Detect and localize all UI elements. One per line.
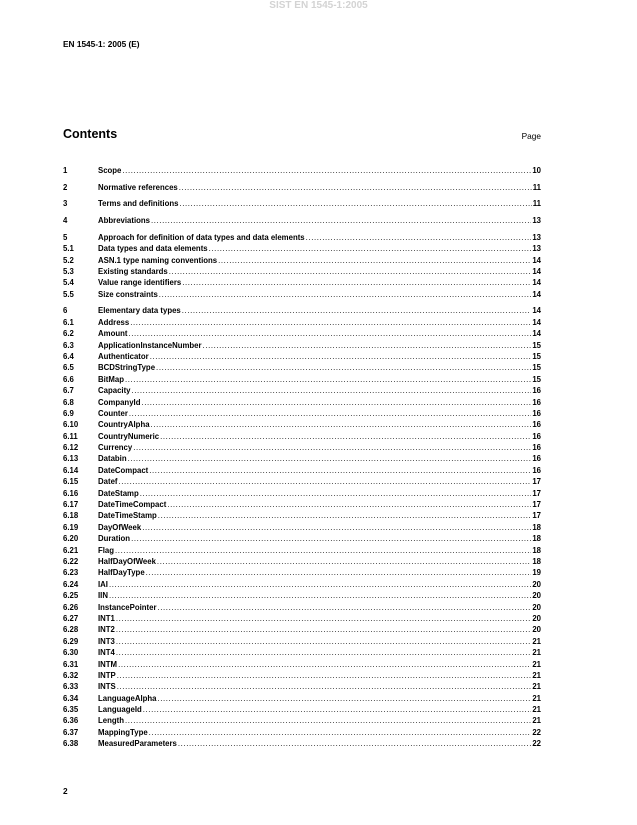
toc-entry[interactable] [63,408,541,419]
toc-entry-page: 18 [532,522,541,532]
toc-entry-page: 15 [532,374,541,384]
toc-dot-leader [129,408,531,419]
toc-entry[interactable] [63,715,541,726]
toc-entry-page: 21 [532,648,541,658]
toc-entry-number: 6.37 [63,727,79,737]
toc-dot-leader [151,215,531,226]
toc-entry-title: Scope [98,166,122,175]
toc-entry-page: 20 [532,613,541,623]
toc-entry[interactable] [63,704,541,715]
toc-entry-title: Amount [98,329,128,339]
toc-dot-leader [116,647,531,658]
toc-entry-title: CountryNumeric [98,431,160,441]
toc-entry[interactable] [63,659,541,670]
toc-entry-number: 6.4 [63,351,74,361]
toc-entry-title: CompanyId [98,397,141,407]
toc-entry-page: 21 [532,636,541,646]
toc-entry-number: 6.36 [63,716,79,726]
toc-dot-leader [149,465,531,476]
toc-entry-number: 6.38 [63,739,79,749]
toc-entry-number: 6.27 [63,613,79,623]
toc-dot-leader [141,397,531,408]
toc-entry-page: 21 [532,659,541,669]
toc-entry-number: 6.24 [63,579,79,589]
toc-entry[interactable] [63,476,541,487]
toc-entry-page: 15 [532,351,541,361]
toc-entry-number: 6.33 [63,682,79,692]
toc-dot-leader [128,453,532,464]
toc-dot-leader [157,693,531,704]
toc-entry-page: 15 [532,363,541,373]
toc-entry-page: 16 [532,443,541,453]
toc-entry-title: Terms and definitions [98,199,179,209]
toc-entry[interactable] [63,243,541,254]
toc-dot-leader [128,328,531,339]
toc-entry-title: Elementary data types [98,306,181,316]
toc-dot-leader [150,351,532,362]
toc-entry-title: Normative references [98,182,178,192]
toc-dot-leader [149,727,532,738]
toc-entry-number: 6.2 [63,329,74,339]
toc-dot-leader [132,385,532,396]
toc-dot-leader [142,522,531,533]
toc-entry-title: Existing standards [98,266,168,276]
toc-entry-number: 6.19 [63,522,79,532]
toc-entry-title: IAI [98,579,108,589]
toc-entry-page: 14 [532,278,541,288]
toc-entry[interactable] [63,613,541,624]
toc-entry-page: 17 [532,488,541,498]
toc-entry-page: 16 [532,465,541,475]
toc-dot-leader [146,567,532,578]
toc-entry-number: 6.1 [63,317,74,327]
toc-dot-leader [306,232,532,243]
toc-entry-title: Flag [98,545,115,555]
toc-entry-title: Capacity [98,386,131,396]
toc-entry-number: 6.7 [63,386,74,396]
toc-entry[interactable] [63,317,541,328]
toc-entry-page: 18 [532,556,541,566]
toc-entry-number: 6.28 [63,625,79,635]
toc-entry-number: 5.1 [63,244,74,254]
toc-entry-title: Authenticator [98,351,149,361]
contents-title: Contents [63,127,118,141]
toc-entry-page: 14 [532,255,541,265]
toc-dot-leader [131,533,531,544]
toc-entry-page: 16 [532,397,541,407]
toc-entry-page: 21 [532,705,541,715]
toc-entry-number: 6.5 [63,363,74,373]
toc-entry-number: 4 [63,216,68,226]
toc-entry[interactable] [63,602,541,613]
toc-dot-leader [109,579,531,590]
toc-entry-title: MeasuredParameters [98,739,177,749]
toc-entry-title: INTS [98,682,116,692]
toc-dot-leader [167,499,531,510]
toc-entry-page: 16 [532,431,541,441]
toc-dot-leader [118,659,531,670]
toc-dot-leader [117,670,532,681]
toc-entry-number: 6.29 [63,636,79,646]
toc-entry-page: 18 [532,545,541,555]
toc-entry-number: 6.17 [63,500,79,510]
toc-dot-leader [119,476,532,487]
toc-entry-number: 6.15 [63,477,79,487]
toc-entry-page: 13 [532,244,541,254]
toc-entry-page: 21 [532,682,541,692]
toc-entry[interactable] [63,328,541,339]
toc-entry[interactable] [63,419,541,430]
toc-dot-leader [156,362,531,373]
toc-entry[interactable] [63,567,541,578]
toc-entry[interactable] [63,533,541,544]
toc-entry-title: Counter [98,408,128,418]
toc-entry-title: HalfDayType [98,568,145,578]
toc-entry-title: INT4 [98,648,115,658]
toc-entry-title: Abbreviations [98,216,150,226]
toc-entry[interactable] [63,545,541,556]
toc-entry-number: 1 [63,166,68,175]
toc-entry-title: IIN [98,591,108,601]
toc-entry[interactable] [63,522,541,533]
toc-entry-number: 6.12 [63,443,79,453]
toc-entry[interactable] [63,198,541,209]
toc-entry-number: 6.23 [63,568,79,578]
toc-entry-title: DateStamp [98,488,139,498]
toc-entry[interactable] [63,670,541,681]
toc-entry-number: 6.6 [63,374,74,384]
toc-entry-title: ASN.1 type naming conventions [98,255,218,265]
toc-dot-leader [182,305,532,316]
toc-entry-number: 6.8 [63,397,74,407]
toc-dot-leader [158,510,532,521]
toc-dot-leader [140,488,532,499]
toc-entry-number: 6.34 [63,693,79,703]
toc-entry-number: 6.10 [63,420,79,430]
toc-entry-title: Duration [98,534,131,544]
toc-dot-leader [179,182,532,193]
toc-entry[interactable] [63,488,541,499]
toc-entry[interactable] [63,579,541,590]
toc-entry-title: Approach for definition of data types and data elements [98,232,305,242]
page-number: 2 [63,786,68,796]
toc-entry[interactable] [63,681,541,692]
toc-entry-page: 11 [532,182,541,192]
toc-entry[interactable] [63,727,541,738]
toc-dot-leader [133,442,531,453]
toc-dot-leader [116,624,531,635]
toc-entry-page: 18 [532,534,541,544]
toc-entry-number: 5 [63,232,68,242]
toc-entry[interactable] [63,255,541,266]
toc-entry[interactable] [63,647,541,658]
toc-entry-number: 2 [63,182,68,192]
toc-entry-title: LanguageAlpha [98,693,157,703]
toc-entry[interactable] [63,556,541,567]
toc-entry-page: 19 [532,568,541,578]
toc-dot-leader [109,590,531,601]
toc-entry-page: 22 [532,727,541,737]
toc-entry-title: DateTimeStamp [98,511,157,521]
toc-entry[interactable] [63,385,541,396]
toc-entry-page: 14 [532,317,541,327]
toc-entry[interactable] [63,693,541,704]
toc-entry-number: 6 [63,306,68,316]
toc-entry-title: INT1 [98,613,115,623]
toc-entry-title: BCDStringType [98,363,156,373]
toc-entry-page: 11 [532,199,541,209]
toc-entry-page: 22 [532,739,541,749]
toc-entry[interactable] [63,590,541,601]
toc-entry-title: Datef [98,477,118,487]
toc-entry[interactable] [63,624,541,635]
toc-entry-number: 5.2 [63,255,74,265]
toc-entry-page: 21 [532,693,541,703]
toc-dot-leader [116,636,531,647]
toc-entry-page: 14 [532,266,541,276]
toc-entry[interactable] [63,182,541,193]
toc-entry-title: BitMap [98,374,124,384]
toc-entry-title: DateCompact [98,465,149,475]
toc-entry[interactable] [63,738,541,749]
toc-entry-title: Databin [98,454,127,464]
toc-dot-leader [122,165,531,176]
toc-entry-page: 20 [532,591,541,601]
toc-dot-leader [151,419,532,430]
page-column-label: Page [521,131,541,141]
toc-entry-title: MappingType [98,727,148,737]
toc-entry-title: CountryAlpha [98,420,150,430]
toc-entry-number: 6.22 [63,556,79,566]
toc-entry[interactable] [63,510,541,521]
toc-entry-page: 14 [532,329,541,339]
toc-entry-page: 14 [532,306,541,316]
toc-entry-number: 5.4 [63,278,74,288]
document-header: EN 1545-1: 2005 (E) [63,39,140,49]
toc-entry-number: 6.20 [63,534,79,544]
toc-dot-leader [143,704,532,715]
toc-entry-number: 6.18 [63,511,79,521]
toc-dot-leader [182,277,531,288]
toc-dot-leader [116,613,531,624]
toc-entry-title: LanguageId [98,705,142,715]
toc-entry-page: 15 [532,340,541,350]
toc-entry[interactable] [63,362,541,373]
toc-entry-page: 16 [532,454,541,464]
toc-entry-title: DayOfWeek [98,522,142,532]
toc-entry[interactable] [63,277,541,288]
toc-entry[interactable] [63,636,541,647]
toc-entry-number: 6.31 [63,659,79,669]
toc-entry-title: Size constraints [98,289,158,299]
toc-entry[interactable] [63,431,541,442]
toc-dot-leader [158,602,532,613]
toc-entry[interactable] [63,165,541,176]
toc-dot-leader [209,243,532,254]
toc-entry-title: Length [98,716,124,726]
toc-entry-number: 6.26 [63,602,79,612]
toc-entry-page: 16 [532,408,541,418]
toc-entry-title: INT2 [98,625,115,635]
toc-entry-number: 6.13 [63,454,79,464]
toc-entry-number: 6.25 [63,591,79,601]
toc-dot-leader [203,340,532,351]
toc-entry-number: 3 [63,199,68,209]
toc-entry-number: 6.16 [63,488,79,498]
toc-entry-page: 17 [532,477,541,487]
toc-entry-title: INTP [98,670,116,680]
toc-entry-title: ApplicationInstanceNumber [98,340,202,350]
toc-entry-number: 6.21 [63,545,79,555]
toc-dot-leader [157,556,531,567]
toc-entry-number: 6.14 [63,465,79,475]
toc-entry-page: 20 [532,625,541,635]
toc-dot-leader [125,374,531,385]
watermark: SIST EN 1545-1:2005 [269,0,368,11]
toc-entry-title: Value range identifiers [98,278,182,288]
table-of-contents [63,165,541,750]
toc-entry-title: DateTimeCompact [98,500,167,510]
toc-entry[interactable] [63,305,541,316]
toc-entry-page: 17 [532,511,541,521]
toc-dot-leader [159,289,532,300]
toc-entry-number: 6.3 [63,340,74,350]
toc-entry-number: 6.30 [63,648,79,658]
toc-entry[interactable] [63,215,541,226]
toc-entry-page: 20 [532,579,541,589]
toc-entry-page: 16 [532,386,541,396]
toc-entry-title: Data types and data elements [98,244,208,254]
toc-dot-leader [117,681,532,692]
toc-entry-title: Currency [98,443,133,453]
toc-entry-number: 6.11 [63,431,78,441]
toc-dot-leader [160,431,531,442]
toc-dot-leader [169,266,532,277]
toc-entry-title: HalfDayOfWeek [98,556,156,566]
toc-entry-page: 16 [532,420,541,430]
toc-dot-leader [178,738,531,749]
toc-entry-title: INT3 [98,636,115,646]
toc-entry-number: 5.3 [63,266,74,276]
toc-dot-leader [125,715,531,726]
toc-dot-leader [179,198,531,209]
toc-entry[interactable] [63,340,541,351]
toc-entry[interactable] [63,374,541,385]
toc-entry-number: 6.9 [63,408,74,418]
toc-entry-page: 13 [532,232,541,242]
toc-entry-page: 21 [532,670,541,680]
toc-entry-page: 20 [532,602,541,612]
toc-entry[interactable] [63,499,541,510]
toc-dot-leader [115,545,531,556]
toc-entry-title: INTM [98,659,118,669]
toc-entry[interactable] [63,289,541,300]
toc-entry[interactable] [63,442,541,453]
toc-entry[interactable] [63,465,541,476]
toc-entry[interactable] [63,397,541,408]
toc-entry-number: 6.32 [63,670,79,680]
toc-dot-leader [130,317,531,328]
toc-entry-number: 6.35 [63,705,79,715]
toc-entry-title: Address [98,317,130,327]
toc-entry-page: 14 [532,289,541,299]
toc-entry-number: 5.5 [63,289,74,299]
toc-dot-leader [218,255,531,266]
toc-entry-page: 10 [532,166,541,175]
toc-entry-page: 13 [532,216,541,226]
toc-entry[interactable] [63,453,541,464]
toc-entry[interactable] [63,232,541,243]
toc-entry-page: 17 [532,500,541,510]
toc-entry[interactable] [63,266,541,277]
toc-entry-page: 21 [532,716,541,726]
toc-entry-title: InstancePointer [98,602,157,612]
toc-entry[interactable] [63,351,541,362]
